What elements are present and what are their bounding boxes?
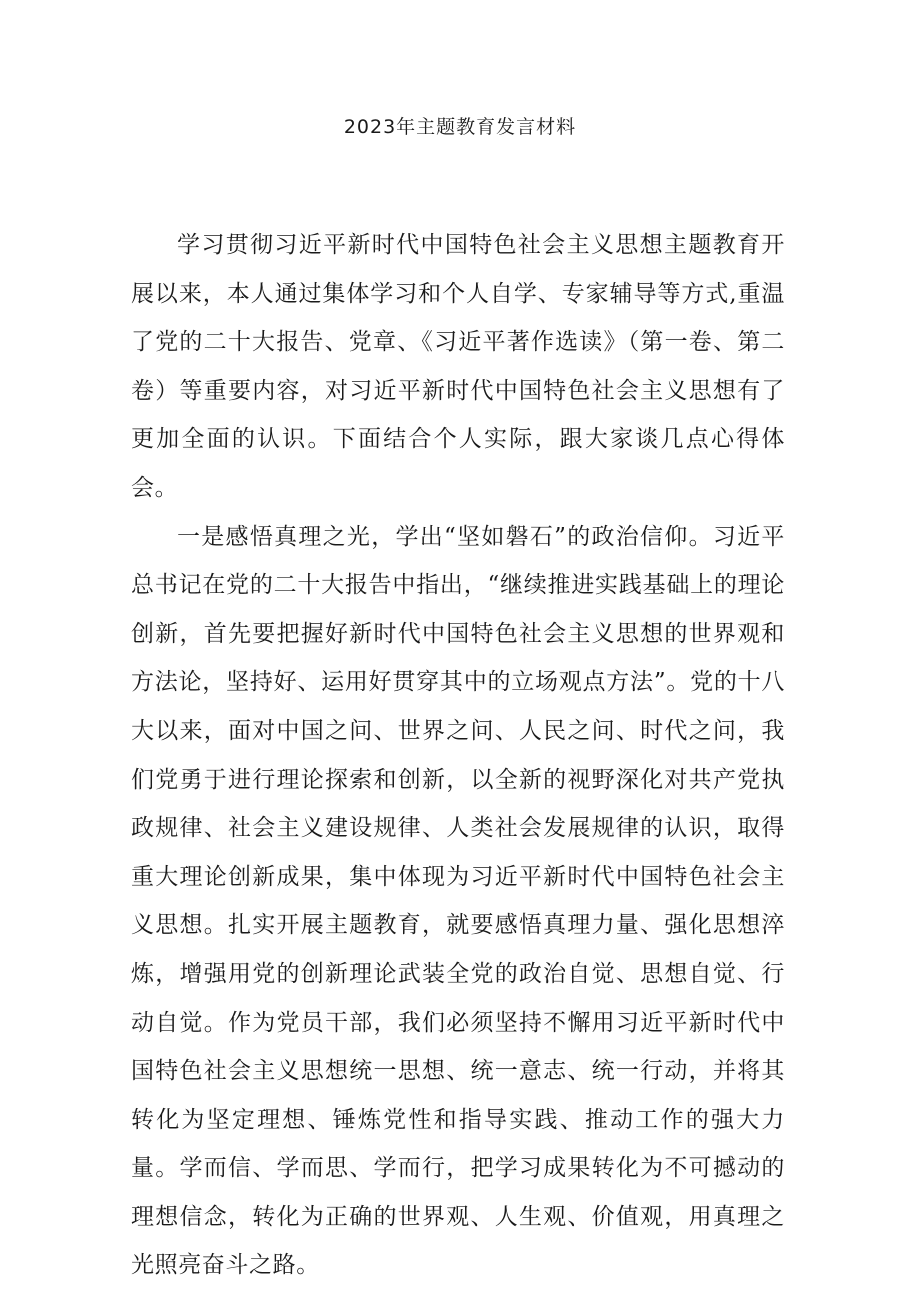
document-body xyxy=(131,221,785,1290)
paragraph-intro: 学习贯彻习近平新时代中国特色社会主义思想主题教育开展以来，本人通过集体学习和个人自学、专家辅导等方式,重温了党的二十大报告、党章、《习近平著作选读》（第一卷、第二卷）等重要内容，对习近平新时代中国特色社会主义思想有了更加全面的认识。下面结合个人实际，跟大家谈几点心得体会。 xyxy=(131,232,785,501)
paragraph-point-one: 一是感悟真理之光，学出“坚如磐石”的政治信仰。习近平总书记在党的二十大报告中指出，“继续推进实践基础上的理论创新，首先要把握好新时代中国特色社会主义思想的世界观和方法论，坚持好、运用好贯穿其中的立场观点方法”。党的十八大以来，面对中国之问、世界之问、人民之问、时代之问，我们党勇于进行理论探索和创新，以全新的视野深化对共产党执政规律、社会主义建设规律、人类社会发展规律的认识，取得重大理论创新成果，集中体现为习近平新时代中国特色社会主义思想。扎实开展主题教育，就要感悟真理力量、强化思想淬炼，增强用党的创新理论武装全党的政治自觉、思想自觉、行动自觉。作为党员干部，我们必须坚持不懈用习近平新时代中国特色社会主义思想统一思想、统一意志、统一行动，并将其转化为坚定理想、锤炼党性和指导实践、推动工作的强大力量。学而信、学而思、学而行，把学习成果转化为不可撼动的理想信念，转化为正确的世界观、人生观、价值观，用真理之光照亮奋斗之路。 xyxy=(131,523,785,1279)
document-title: 2023年主题教育发言材料 xyxy=(343,116,577,138)
